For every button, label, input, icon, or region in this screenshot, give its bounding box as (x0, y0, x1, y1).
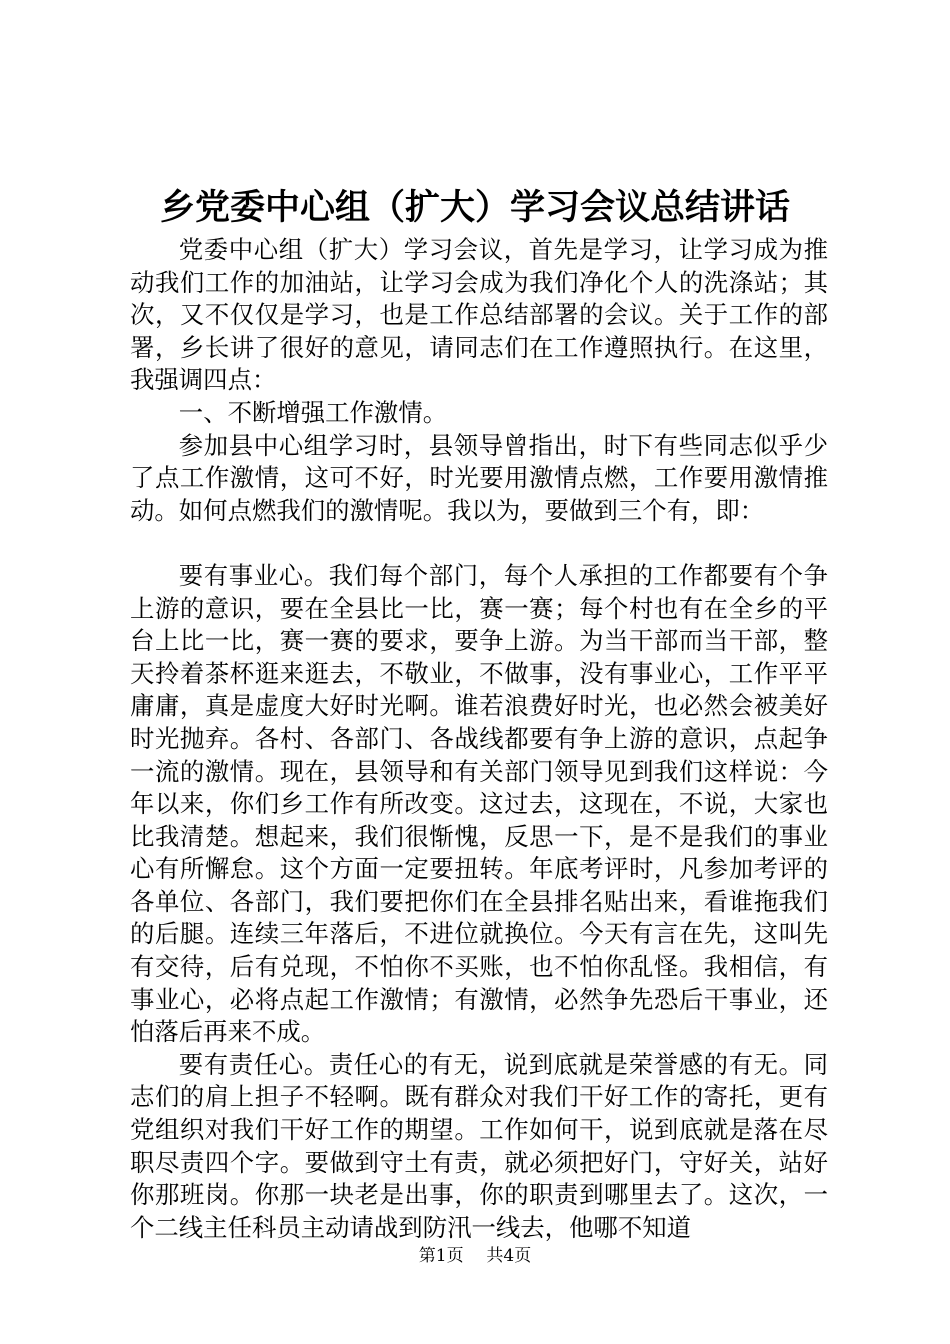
document-title: 乡党委中心组（扩大）学习会议总结讲话 (159, 187, 790, 228)
paragraph: 要有事业心。我们每个部门，每个人承担的工作都要有个争上游的意识，要在全县比一比，赛一赛；每个村也有在全乡的平台上比一比，赛一赛的要求，要争上游。为当干部而当干部，整天拎着茶杯逛来逛去，不敬业，不做事，没有事业心，工作平平庸庸，真是虚度大好时光啊。谁若浪费好时光，也必然会被美好时光抛弃。各村、各部门、各战线都要有争上游的意识，点起争一流的激情。现在，县领导和有关部门领导见到我们这样说：今年以来，你们乡工作有所改变。这过去，这现在，不说，大家也比我清楚。想起来，我们很惭愧，反思一下，是不是我们的事业心有所懈怠。这个方面一定要扭转。年底考评时，凡参加考评的各单位、各部门，我们要把你们在全县排名贴出来，看谁拖我们的后腿。连续三年落后，不进位就换位。今天有言在先，这叫先有交待，后有兑现，不怕你不买账，也不怕你乱怪。我相信，有事业心，必将点起工作激情；有激情，必然争先恐后干事业，还怕落后再来不成。 (130, 560, 828, 1047)
section-heading: 一、不断增强工作激情。 (178, 397, 448, 427)
page-footer (0, 1245, 950, 1267)
document-body (130, 234, 828, 1244)
page-number: 第1页 (418, 1246, 464, 1266)
paragraph: 党委中心组（扩大）学习会议，首先是学习，让学习成为推动我们工作的加油站，让学习会成为我们净化个人的洗涤站；其次，又不仅仅是学习，也是工作总结部署的会议。关于工作的部署，乡长讲了很好的意见，请同志们在工作遵照执行。在这里，我强调四点： (130, 235, 828, 395)
page-total: 共4页 (486, 1246, 532, 1266)
paragraph: 参加县中心组学习时，县领导曾指出，时下有些同志似乎少了点工作激情，这可不好，时光要用激情点燃，工作要用激情推动。如何点燃我们的激情呢。我以为，要做到三个有，即： (130, 430, 828, 525)
paragraph: 要有责任心。责任心的有无，说到底就是荣誉感的有无。同志们的肩上担子不轻啊。既有群众对我们干好工作的寄托，更有党组织对我们干好工作的期望。工作如何干，说到底就是落在尽职尽责四个字。要做到守土有责，就必须把好门，守好关，站好你那班岗。你那一块老是出事，你的职责到哪里去了。这次，一个二线主任科员主动请战到防汛一线去，他哪不知道 (130, 1049, 828, 1242)
